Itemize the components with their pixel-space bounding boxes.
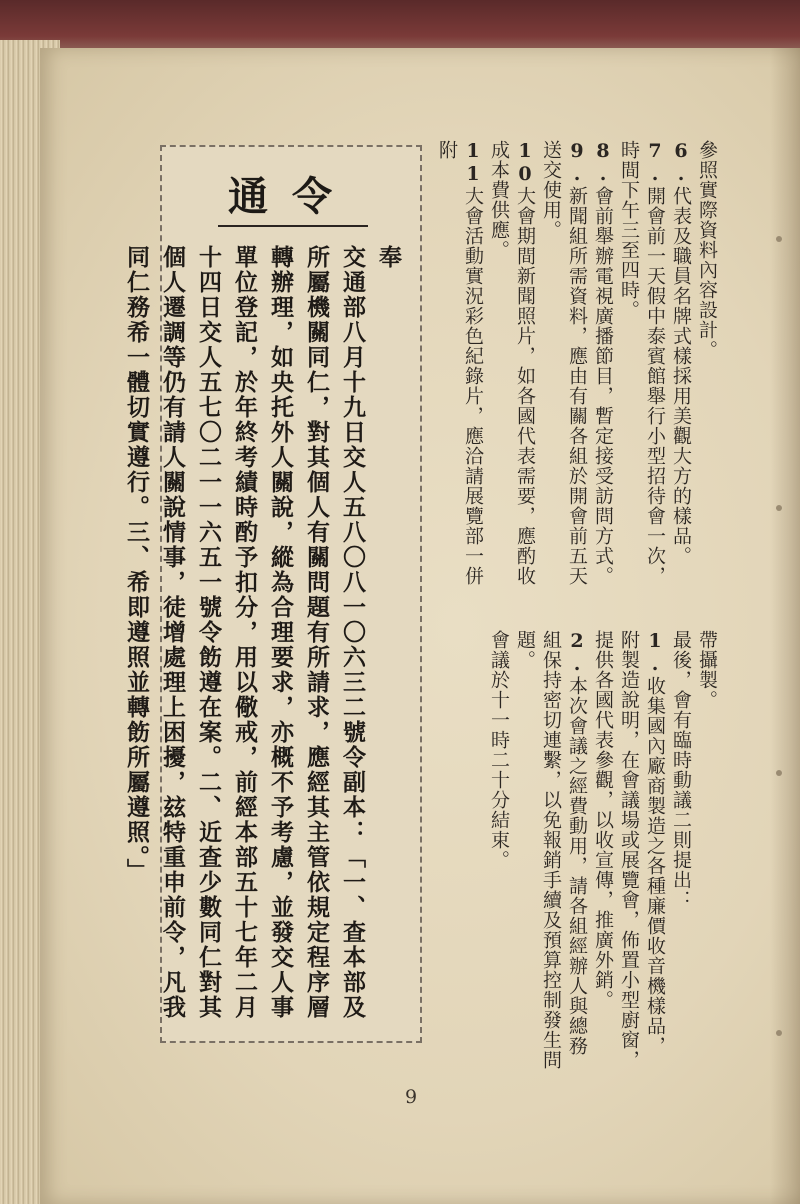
list-item	[434, 140, 486, 600]
list-item	[486, 140, 538, 600]
item-text: 大會活動實況彩色紀錄片，應洽請展覽部一併附	[436, 140, 484, 586]
notice-paragraph: 交通部八月十九日交人五八〇八一〇六三二號令副本：「一、查本部及所屬機關同仁，對其個人有關問題有所請求，應經其主管依規定程序層轉辦理，如央托外人關說，縱為合理要求，亦概不予考慮，並發交人事單位登記，於年終考績時酌予扣分，用以儆戒，前經本部五十七年二月十四日交人五七〇二一一六五一號令飭遵在案。二、近查少數同仁對其個人遷調等仍有請人關說情事，徒增處理上困擾，玆特重申前令，凡我同仁務希一體切實遵行。三、希即遵照並轉飭所屬遵照。」	[123, 245, 365, 1020]
list-item	[538, 140, 590, 600]
binding-stitch	[776, 1030, 782, 1036]
item-text: 新聞組所需資料，應由有關各組於開會前五天送交使用。	[540, 140, 588, 586]
notice-paragraph: 奉	[375, 245, 401, 270]
binding-stitch	[776, 505, 782, 511]
list-item	[616, 140, 668, 600]
list-item	[668, 630, 694, 1070]
item-text: 會議於十一時二十分結束。	[488, 630, 510, 870]
item-text: 會前舉辦電視廣播節目，暫定接受訪問方式。	[592, 186, 614, 586]
title-underline	[218, 225, 368, 227]
spine-shadow	[770, 48, 800, 1204]
item-text: 代表及職員名牌式樣採用美觀大方的樣品。	[670, 186, 692, 566]
item-number: 8.	[592, 140, 614, 186]
minutes-lower-section	[485, 630, 720, 1070]
item-text: 大會期間新聞照片，如各國代表需要，應酌收成本費供應。	[488, 140, 536, 586]
list-item	[486, 630, 512, 1070]
list-item	[512, 630, 590, 1070]
item-number: 6.	[670, 140, 692, 186]
item-number: 9.	[566, 140, 588, 186]
item-number: 7.	[644, 140, 666, 186]
list-item	[694, 140, 720, 600]
list-item	[694, 630, 720, 1070]
item-text: 本次會議之經費動用，請各組經辦人與總務組保持密切連繫，以免報銷手續及預算控制發生問題。	[514, 630, 588, 1070]
minutes-upper-section	[436, 140, 720, 600]
list-item	[590, 140, 616, 600]
item-text: 帶攝製。	[696, 630, 718, 710]
item-number: 1.	[644, 630, 666, 676]
item-number: 11	[462, 140, 484, 186]
item-number: 10	[514, 140, 536, 186]
list-item	[668, 140, 694, 600]
notice-title: 通令	[228, 173, 356, 220]
item-text: 參照實際資料內容設計。	[696, 140, 718, 360]
list-item	[590, 630, 668, 1070]
page-number: 9	[404, 1086, 418, 1108]
notice-box	[123, 145, 422, 1043]
item-number: 2.	[566, 630, 588, 676]
item-text: 開會前一天假中泰賓館舉行小型招待會一次，時間下午三至四時。	[618, 140, 666, 586]
binding-stitch	[776, 770, 782, 776]
item-text: 收集國內廠商製造之各種廉價收音機樣品，附製造說明，在會議場或展覽會，佈置小型廚窗，提供各國代表參觀，以收宣傳，推廣外銷。	[592, 630, 666, 1070]
binding-stitch	[776, 236, 782, 242]
item-text: 最後，會有臨時動議二則提出：	[670, 630, 692, 910]
notice-body	[123, 245, 406, 1035]
